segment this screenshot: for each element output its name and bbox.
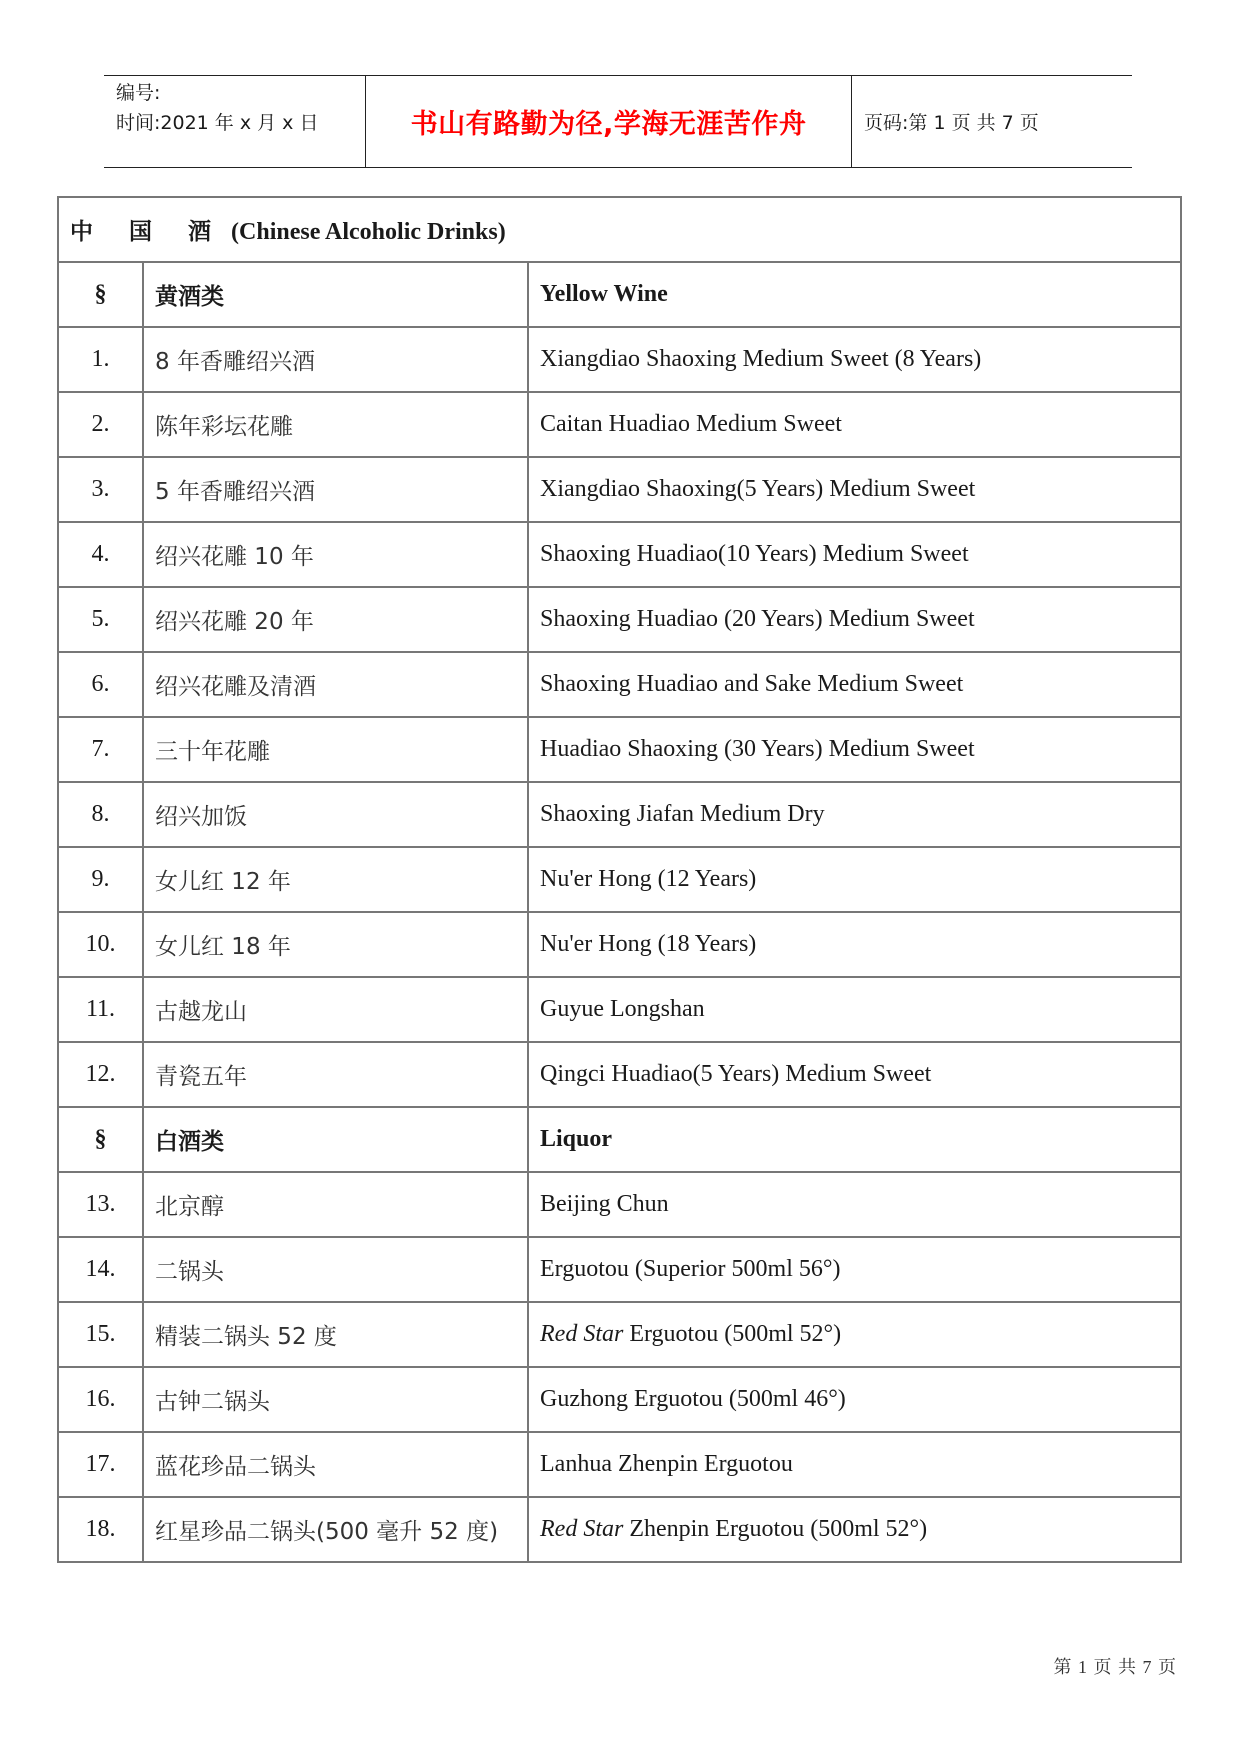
english-name-cell (528, 782, 1181, 847)
section-name-cn-text: 白酒类 (155, 1129, 224, 1155)
table-row (58, 1172, 1181, 1237)
english-name: Xiangdiao Shaoxing(5 Years) Medium Sweet (540, 476, 976, 502)
english-name-cell (528, 652, 1181, 717)
chinese-name-cell (143, 717, 528, 782)
row-number: 3. (58, 457, 143, 522)
chinese-name-cell (143, 587, 528, 652)
table-row (58, 587, 1181, 652)
chinese-name: 绍兴花雕及清酒 (155, 674, 316, 700)
english-name-cell (528, 1302, 1181, 1367)
row-number: 5. (58, 587, 143, 652)
chinese-name: 5 年香雕绍兴酒 (155, 479, 315, 505)
english-name: Shaoxing Huadiao(10 Years) Medium Sweet (540, 541, 969, 567)
row-number: 13. (58, 1172, 143, 1237)
chinese-name-cell (143, 1172, 528, 1237)
english-name: Zhenpin Erguotou (500ml 52°) (623, 1516, 928, 1542)
row-number: 9. (58, 847, 143, 912)
table-row (58, 782, 1181, 847)
table-row (58, 1432, 1181, 1497)
english-name: Erguotou (500ml 52°) (623, 1321, 842, 1347)
chinese-name-cell (143, 912, 528, 977)
row-number: 10. (58, 912, 143, 977)
row-number: 6. (58, 652, 143, 717)
chinese-name-cell (143, 522, 528, 587)
section-header-row (58, 262, 1181, 327)
english-name: Nu'er Hong (18 Years) (540, 931, 757, 957)
english-name-brand: Red Star (540, 1321, 624, 1347)
table-row (58, 717, 1181, 782)
english-name-cell (528, 977, 1181, 1042)
chinese-name: 青瓷五年 (155, 1064, 247, 1090)
chinese-name: 陈年彩坛花雕 (155, 414, 293, 440)
chinese-name: 蓝花珍品二锅头 (155, 1454, 316, 1480)
table-title-cell (58, 197, 1181, 262)
row-number: 11. (58, 977, 143, 1042)
chinese-name: 精装二锅头 52 度 (155, 1324, 337, 1350)
english-name-cell (528, 847, 1181, 912)
table-row (58, 977, 1181, 1042)
english-name-cell (528, 392, 1181, 457)
header-page-info: 页码:第 1 页 共 7 页 (864, 112, 1039, 134)
english-name: Beijing Chun (540, 1191, 669, 1217)
table-row (58, 912, 1181, 977)
chinese-name: 绍兴加饭 (155, 804, 247, 830)
table-row (58, 522, 1181, 587)
chinese-name-cell (143, 847, 528, 912)
chinese-name-cell (143, 1302, 528, 1367)
chinese-name: 绍兴花雕 10 年 (155, 544, 314, 570)
english-name: Guyue Longshan (540, 996, 705, 1022)
section-header-row (58, 1107, 1181, 1172)
table-row (58, 392, 1181, 457)
section-name-cn (143, 262, 528, 327)
english-name: Guzhong Erguotou (500ml 46°) (540, 1386, 846, 1412)
english-name: Nu'er Hong (12 Years) (540, 866, 757, 892)
chinese-name-cell (143, 1432, 528, 1497)
section-marker: § (58, 1107, 143, 1172)
english-name-cell (528, 327, 1181, 392)
row-number: 4. (58, 522, 143, 587)
chinese-name: 古越龙山 (155, 999, 247, 1025)
row-number: 17. (58, 1432, 143, 1497)
chinese-name-cell (143, 1237, 528, 1302)
chinese-name-cell (143, 977, 528, 1042)
header-left-cell (104, 76, 366, 167)
table-title-row (58, 197, 1181, 262)
row-number: 7. (58, 717, 143, 782)
table-row (58, 327, 1181, 392)
english-name-brand: Red Star (540, 1516, 624, 1542)
chinese-name: 绍兴花雕 20 年 (155, 609, 314, 635)
chinese-name: 古钟二锅头 (155, 1389, 270, 1415)
english-name-cell (528, 1042, 1181, 1107)
row-number: 15. (58, 1302, 143, 1367)
english-name-cell (528, 587, 1181, 652)
english-name: Caitan Huadiao Medium Sweet (540, 411, 842, 437)
chinese-name: 红星珍品二锅头(500 毫升 52 度) (155, 1519, 499, 1545)
chinese-name: 女儿红 18 年 (155, 934, 291, 960)
table-row (58, 1237, 1181, 1302)
row-number: 2. (58, 392, 143, 457)
english-name-cell (528, 522, 1181, 587)
section-name-en: Liquor (528, 1107, 1181, 1172)
section-marker: § (58, 262, 143, 327)
english-name-cell (528, 1172, 1181, 1237)
table-row (58, 1302, 1181, 1367)
table-row (58, 847, 1181, 912)
drinks-table (57, 196, 1182, 1563)
table-row (58, 1497, 1181, 1562)
english-name-cell (528, 1367, 1181, 1432)
english-name-cell (528, 457, 1181, 522)
chinese-name-cell (143, 327, 528, 392)
section-name-cn-text: 黄酒类 (155, 284, 224, 310)
chinese-name: 北京醇 (155, 1194, 224, 1220)
table-row (58, 1042, 1181, 1107)
english-name: Lanhua Zhenpin Erguotou (540, 1451, 793, 1477)
english-name: Erguotou (Superior 500ml 56°) (540, 1256, 841, 1282)
number-label: 编号: (116, 82, 161, 104)
table-title-en: (Chinese Alcoholic Drinks) (231, 219, 506, 245)
chinese-name: 女儿红 12 年 (155, 869, 291, 895)
english-name: Shaoxing Jiafan Medium Dry (540, 801, 825, 827)
chinese-name-cell (143, 652, 528, 717)
chinese-name-cell (143, 782, 528, 847)
table-row (58, 652, 1181, 717)
chinese-name: 二锅头 (155, 1259, 224, 1285)
section-name-en: Yellow Wine (528, 262, 1181, 327)
document-header (104, 75, 1132, 168)
row-number: 16. (58, 1367, 143, 1432)
row-number: 1. (58, 327, 143, 392)
chinese-name: 8 年香雕绍兴酒 (155, 349, 315, 375)
row-number: 14. (58, 1237, 143, 1302)
table-row (58, 1367, 1181, 1432)
english-name: Shaoxing Huadiao and Sake Medium Sweet (540, 671, 964, 697)
english-name: Huadiao Shaoxing (30 Years) Medium Sweet (540, 736, 975, 762)
chinese-name-cell (143, 392, 528, 457)
table-title-cn: 中 国 酒 (70, 219, 226, 245)
header-motto: 书山有路勤为径,学海无涯苦作舟 (366, 76, 852, 167)
chinese-name-cell (143, 1497, 528, 1562)
row-number: 12. (58, 1042, 143, 1107)
english-name-cell (528, 1497, 1181, 1562)
english-name: Shaoxing Huadiao (20 Years) Medium Sweet (540, 606, 975, 632)
english-name: Xiangdiao Shaoxing Medium Sweet (8 Years) (540, 346, 982, 372)
row-number: 18. (58, 1497, 143, 1562)
table-row (58, 457, 1181, 522)
row-number: 8. (58, 782, 143, 847)
english-name-cell (528, 717, 1181, 782)
chinese-name-cell (143, 1042, 528, 1107)
time-label: 时间:2021 年 x 月 x 日 (116, 112, 319, 134)
english-name-cell (528, 1432, 1181, 1497)
chinese-name-cell (143, 1367, 528, 1432)
chinese-name: 三十年花雕 (155, 739, 270, 765)
chinese-name-cell (143, 457, 528, 522)
english-name: Qingci Huadiao(5 Years) Medium Sweet (540, 1061, 932, 1087)
english-name-cell (528, 1237, 1181, 1302)
page-footer: 第 1 页 共 7 页 (1053, 1657, 1177, 1677)
english-name-cell (528, 912, 1181, 977)
section-name-cn (143, 1107, 528, 1172)
